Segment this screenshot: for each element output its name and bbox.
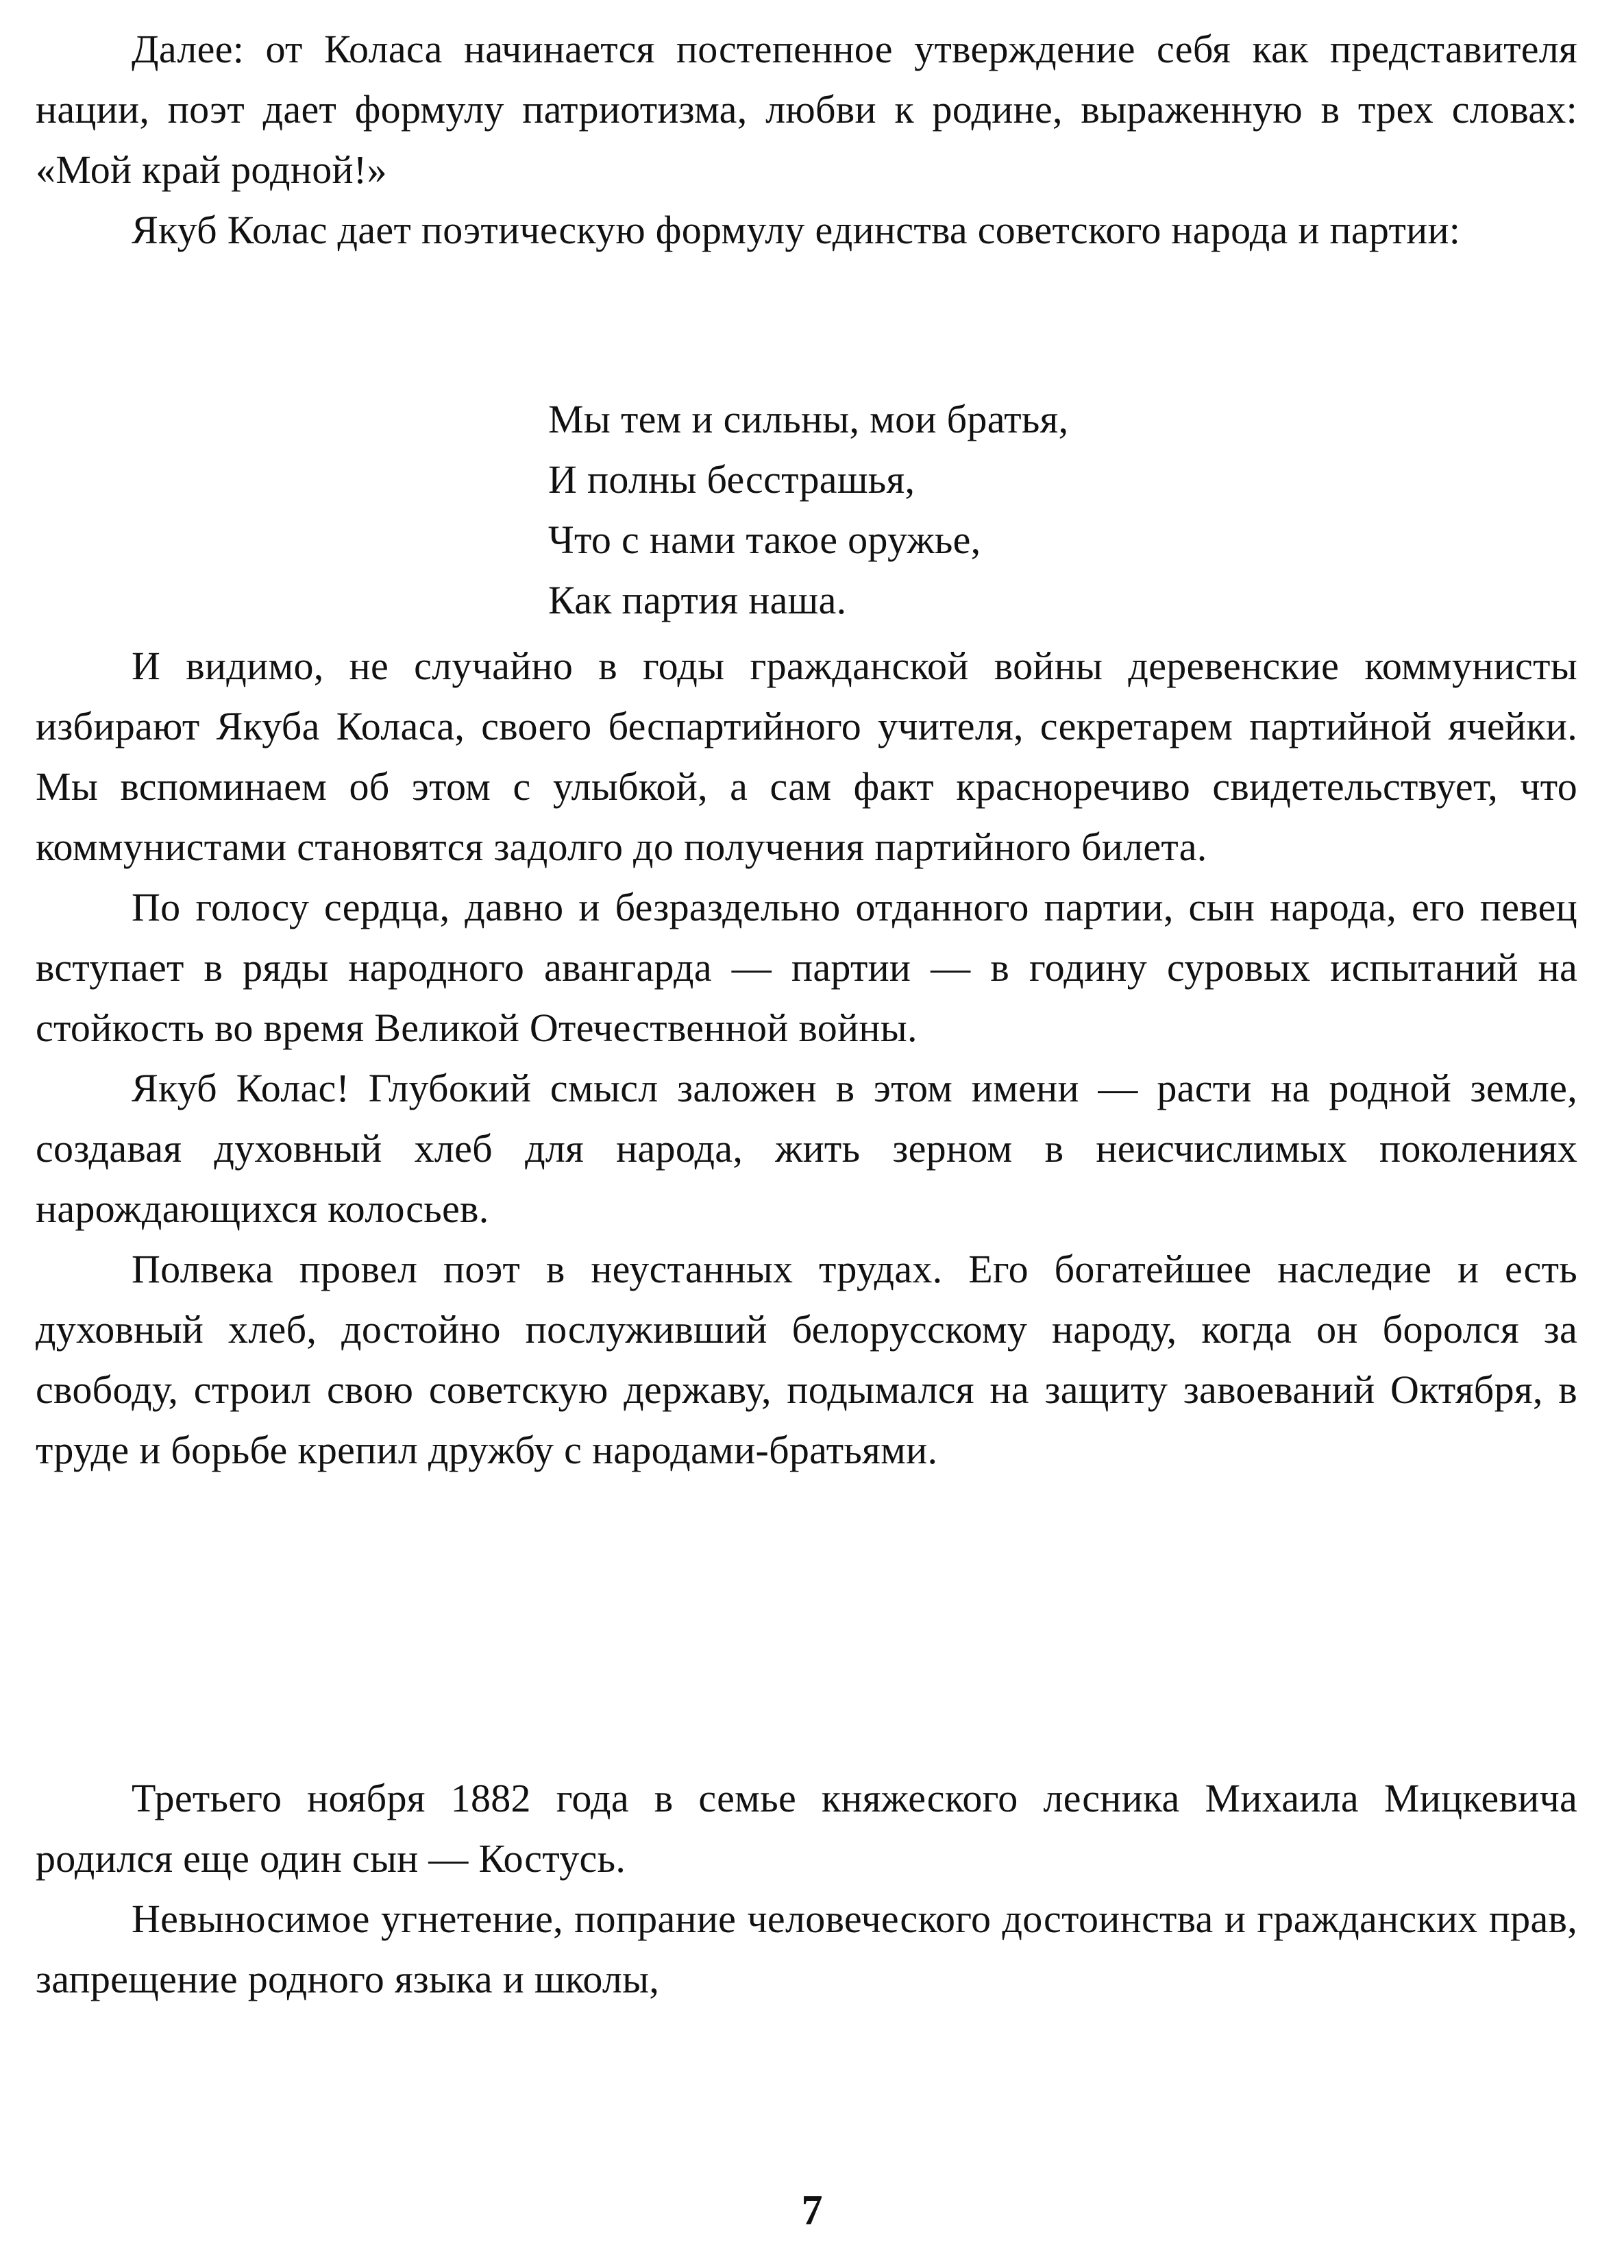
paragraph: И видимо, не случайно в годы гражданской войны деревенские коммунисты избирают Якуба Коласа, своего беспартийного учителя, секретарем партийной ячейки. Мы вспоминаем об этом с улыбкой, а сам факт красноречиво свидетельствует, что коммунистами становятся задолго до получения партийного билета.: [36, 644, 1577, 869]
paragraph: Полвека провел поэт в неустанных трудах. Его богатейшее наследие и есть духовный хлеб, достойно послуживший белорусскому народу, когда он боролся за свободу, строил свою советскую державу, подымался на защиту завоеваний Октября, в труде и борьбе крепил дружбу с народами-братьями.: [36, 1247, 1577, 1472]
poem-line: Что с нами такое оружье,: [548, 517, 981, 562]
paragraph: Якуб Колас дает поэтическую формулу единства советского народа и партии:: [132, 208, 1461, 252]
paragraph: Далее: от Коласа начинается постепенное утверждение себя как представителя нации, поэт дает формулу патриотизма, любви к родине, выраженную в трех словах: «Мой край родной!»: [36, 27, 1577, 192]
poem-line: Как партия наша.: [548, 578, 847, 622]
paragraph: Якуб Колас! Глубокий смысл заложен в этом имени — расти на родной земле, создавая духовный хлеб для народа, жить зерном в неисчислимых поколениях нарождающихся колосьев.: [36, 1066, 1577, 1231]
text-block-bottom: [36, 1768, 1577, 2010]
text-block-middle: [36, 636, 1577, 1480]
text-block-top: [36, 19, 1577, 260]
paragraph: Третьего ноября 1882 года в семье княжеского лесника Михаила Мицкевича родился еще один сын — Костусь.: [36, 1776, 1577, 1881]
poem-line: И полны бесстрашья,: [548, 457, 915, 502]
poem-quote: [548, 389, 1508, 631]
page-number: 7: [801, 2187, 823, 2234]
poem-line: Мы тем и сильны, мои братья,: [548, 397, 1069, 441]
paragraph: Невыносимое угнетение, попрание человеческого достоинства и гражданских прав, запрещение родного языка и школы,: [36, 1897, 1577, 2001]
paragraph: По голосу сердца, давно и безраздельно отданного партии, сын народа, его певец вступает в ряды народного авангарда — партии — в годину суровых испытаний на стойкость во время Великой Отечественной войны.: [36, 885, 1577, 1050]
